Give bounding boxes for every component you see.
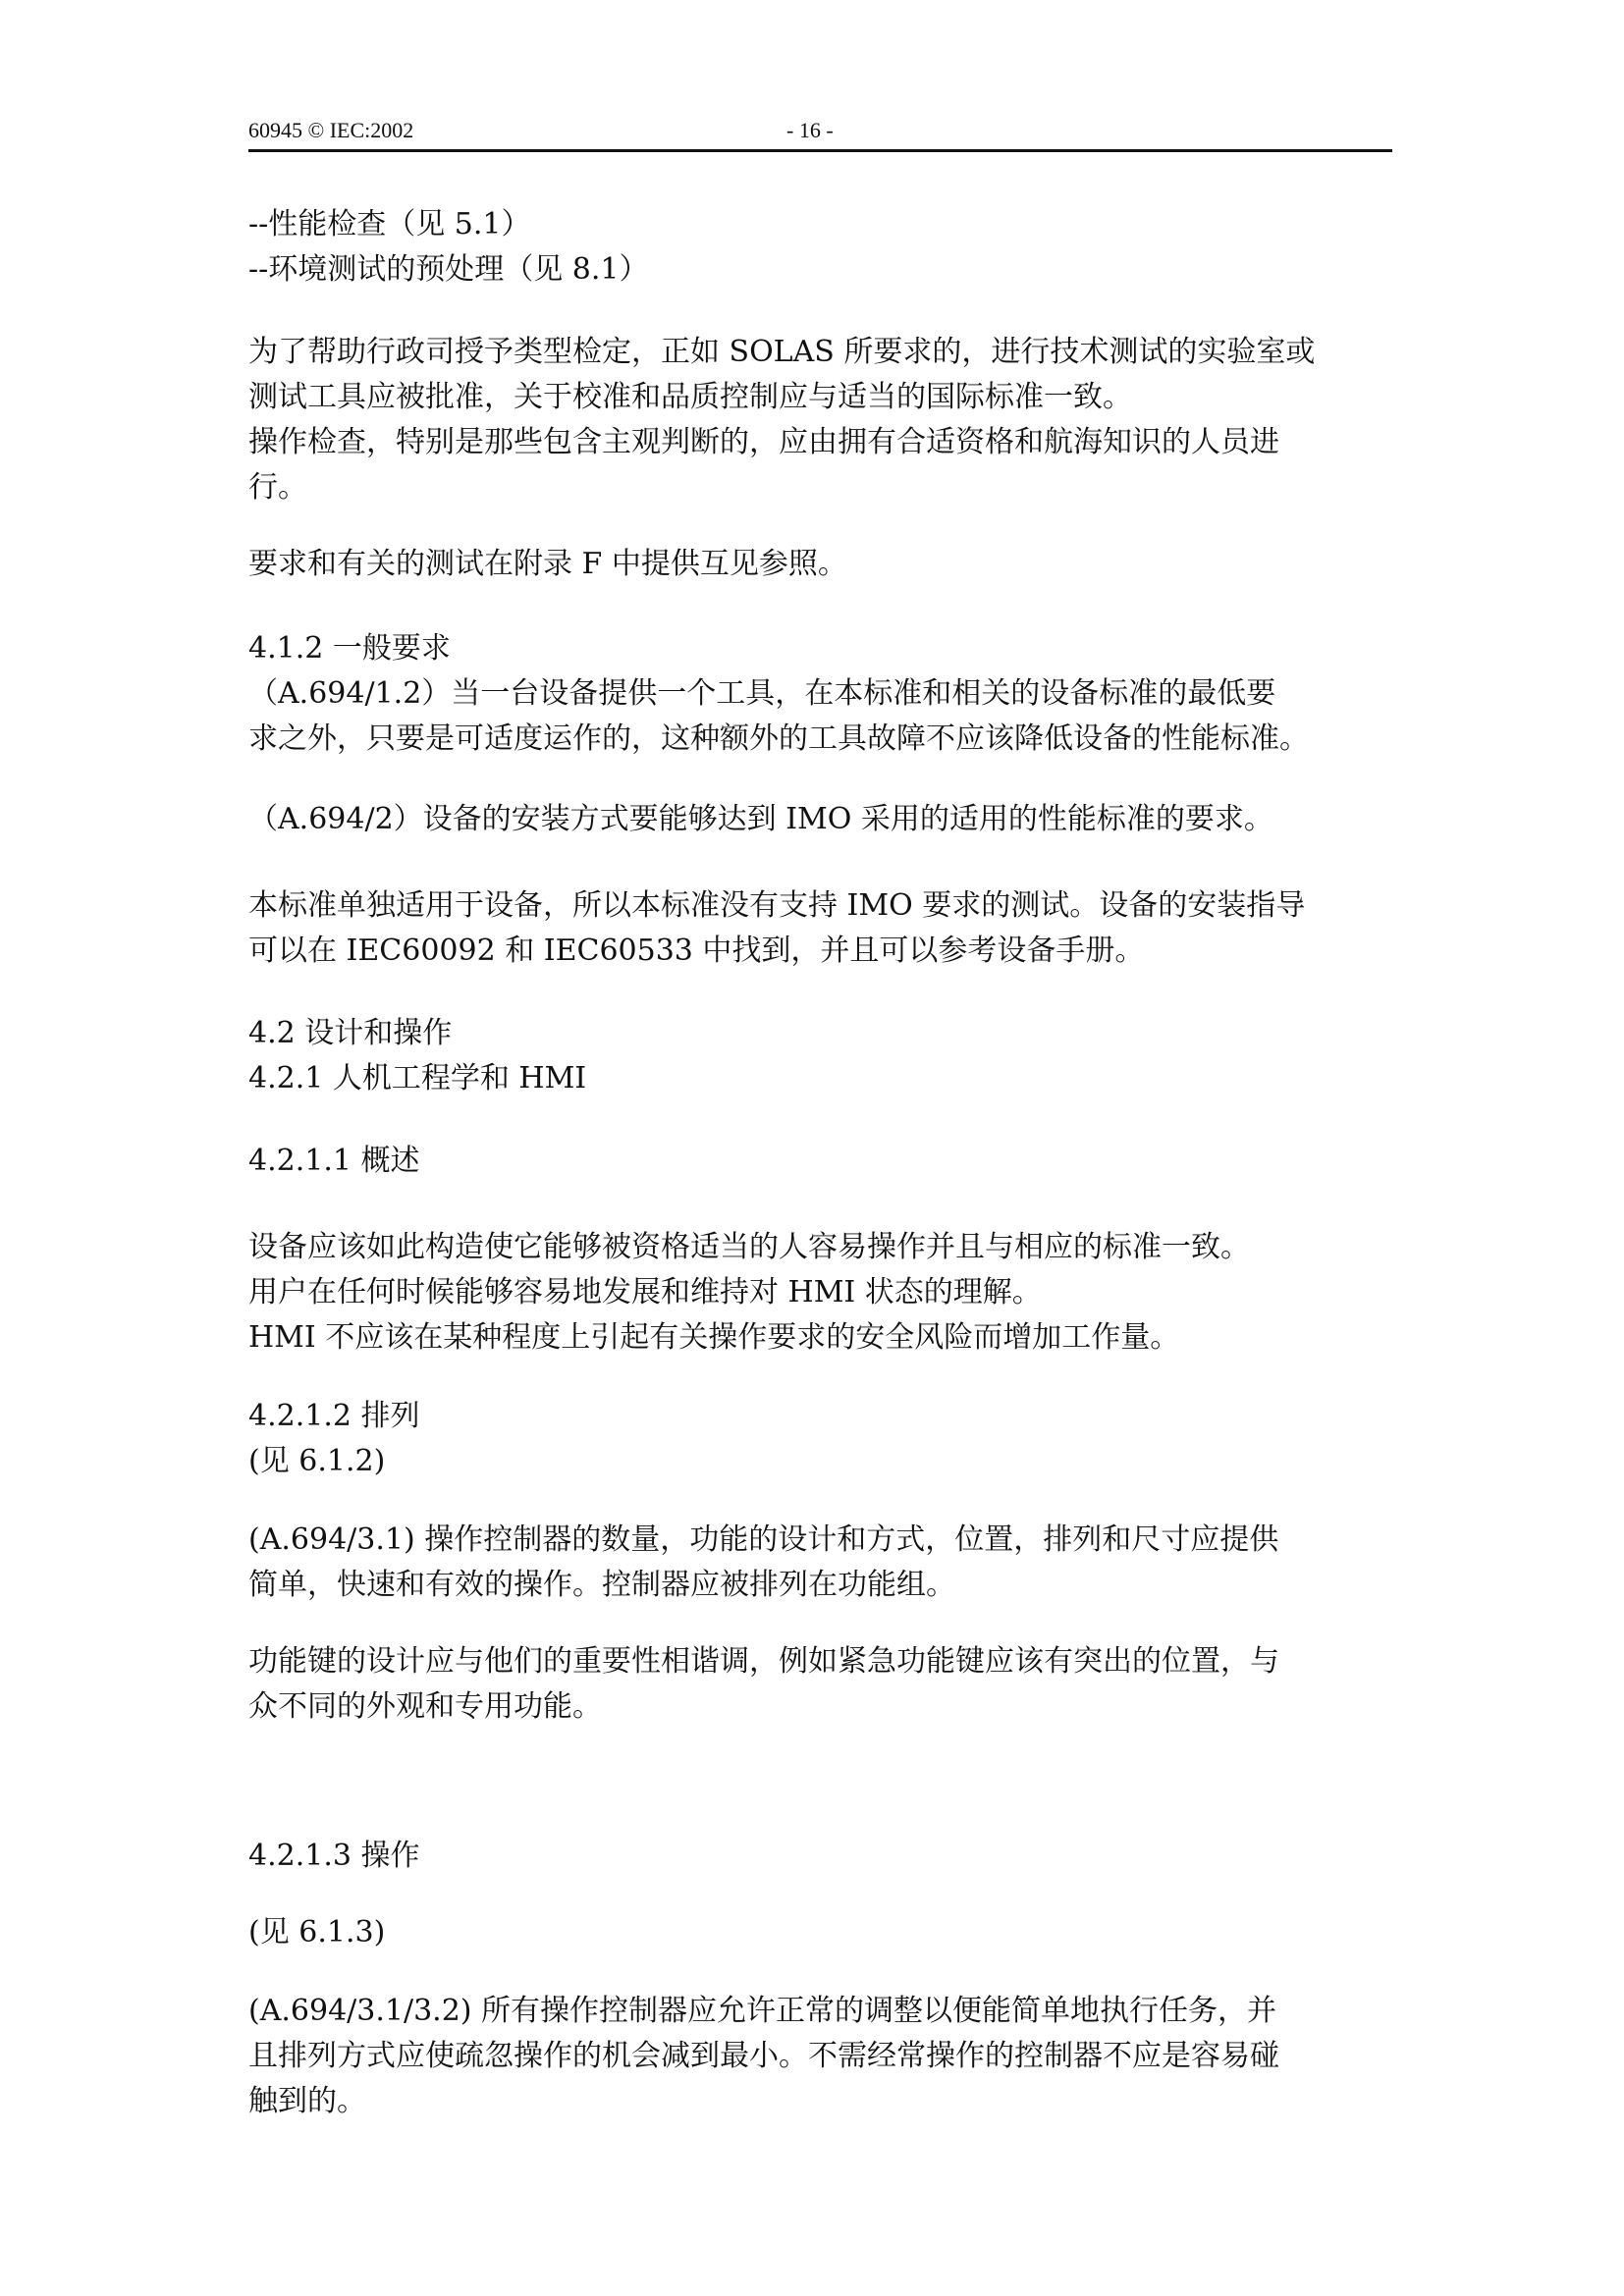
paragraph-standard-scope <box>248 883 1392 974</box>
section-4-2-1-3 <box>248 1834 1392 1879</box>
paragraph-cross-reference <box>248 542 1392 587</box>
paragraph-line: 要求和有关的测试在附录 F 中提供互见参照。 <box>248 547 847 581</box>
paragraph-overview <box>248 1225 1392 1361</box>
section-heading: 4.2.1 人机工程学和 HMI <box>248 1061 587 1095</box>
paragraph-line: 触到的。 <box>248 2084 366 2118</box>
page-header <box>248 116 1392 152</box>
list-item: --性能检查（见 5.1） <box>248 207 531 241</box>
section-4-1-2 <box>248 626 1392 762</box>
standard-reference: 60945 © IEC:2002 <box>248 118 414 142</box>
paragraph-line: 操作检查，特别是那些包含主观判断的，应由拥有合适资格和航海知识的人员进 <box>248 425 1279 459</box>
paragraph-line: 且排列方式应使疏忽操作的机会减到最小。不需经常操作的控制器不应是容易碰 <box>248 2039 1279 2073</box>
paragraph-line: 众不同的外观和专用功能。 <box>248 1689 602 1724</box>
paragraph-type-approval <box>248 330 1392 510</box>
section-heading: 4.2.1.1 概述 <box>248 1144 420 1178</box>
section-4-2 <box>248 1011 1392 1101</box>
paragraph-line: 可以在 IEC60092 和 IEC60533 中找到，并且可以参考设备手册。 <box>248 934 1145 968</box>
section-4-2-1-2 <box>248 1394 1392 1484</box>
paragraph-line: (见 6.1.2) <box>248 1444 386 1478</box>
paragraph-line: 行。 <box>248 470 307 505</box>
paragraph-line: 用户在任何时候能够容易地发展和维持对 HMI 状态的理解。 <box>248 1275 1042 1309</box>
paragraph-line: HMI 不应该在某种程度上引起有关操作要求的安全风险而增加工作量。 <box>248 1320 1180 1355</box>
section-heading: 4.1.2 一般要求 <box>248 631 451 666</box>
paragraph-line: (A.694/3.1) 操作控制器的数量，功能的设计和方式，位置，排列和尺寸应提供 <box>248 1522 1279 1557</box>
paragraph-line: (A.694/3.1/3.2) 所有操作控制器应允许正常的调整以便能简单地执行任务，并 <box>248 1994 1277 2028</box>
paragraph-arrangement <box>248 1518 1392 1608</box>
section-heading: 4.2 设计和操作 <box>248 1016 453 1050</box>
paragraph-installation <box>248 797 1392 842</box>
paragraph-line: （A.694/1.2）当一台设备提供一个工具，在本标准和相关的设备标准的最低要 <box>248 676 1276 711</box>
paragraph-line: 设备应该如此构造使它能够被资格适当的人容易操作并且与相应的标准一致。 <box>248 1230 1250 1264</box>
paragraph-line: (见 6.1.3) <box>248 1915 386 1949</box>
paragraph-line: 测试工具应被批准，关于校准和品质控制应与适当的国际标准一致。 <box>248 380 1132 414</box>
paragraph-line: 求之外，只要是可适度运作的，这种额外的工具故障不应该降低设备的性能标准。 <box>248 721 1309 756</box>
paragraph-function-keys <box>248 1639 1392 1730</box>
list-item: --环境测试的预处理（见 8.1） <box>248 252 649 287</box>
section-heading: 4.2.1.3 操作 <box>248 1839 420 1873</box>
paragraph-line: 功能键的设计应与他们的重要性相谐调，例如紧急功能键应该有突出的位置，与 <box>248 1644 1279 1679</box>
paragraph-line: 为了帮助行政司授予类型检定，正如 SOLAS 所要求的，进行技术测试的实验室或 <box>248 335 1316 369</box>
section-4-2-1-1 <box>248 1139 1392 1184</box>
paragraph-see-reference <box>248 1910 1392 1955</box>
list-block-checks <box>248 202 1392 293</box>
page-number: - 16 - <box>786 118 834 142</box>
paragraph-line: （A.694/2）设备的安装方式要能够达到 IMO 采用的适用的性能标准的要求。 <box>248 802 1273 836</box>
paragraph-line: 本标准单独适用于设备，所以本标准没有支持 IMO 要求的测试。设备的安装指导 <box>248 888 1306 923</box>
paragraph-operation <box>248 1989 1392 2124</box>
section-heading: 4.2.1.2 排列 <box>248 1399 420 1433</box>
paragraph-line: 简单，快速和有效的操作。控制器应被排列在功能组。 <box>248 1568 955 1602</box>
